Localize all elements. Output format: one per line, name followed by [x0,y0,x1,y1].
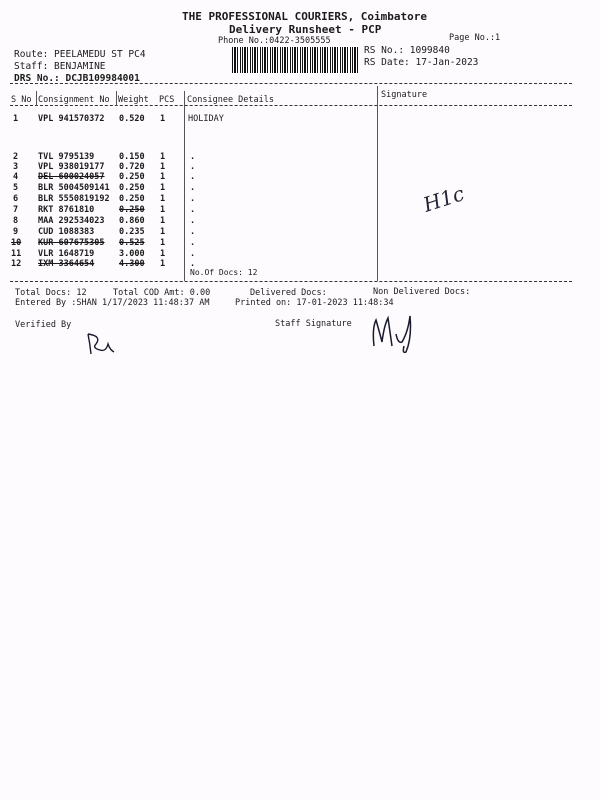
col-divider [116,91,117,106]
row-sno: 11 [11,249,22,259]
row-details: HOLIDAY [188,114,224,124]
row-sno: 2 [13,152,19,162]
col-header-sno: S No [11,95,32,105]
row-consignment: CUD 1088383 [38,227,95,237]
row-details: . [190,172,196,182]
row-details: . [190,194,196,204]
row-weight: 0.525 [119,238,145,248]
row-consignment: TVL 9795139 [38,152,95,162]
row-sno: 12 [11,259,22,269]
row-consignment: VPL 938019177 [38,162,105,172]
table-row [0,194,600,205]
row-sno: 6 [13,194,19,204]
table-header-rule [10,105,572,106]
row-weight: 0.250 [119,183,145,193]
row-consignment: MAA 292534023 [38,216,105,226]
row-sno: 5 [13,183,19,193]
company-name: THE PROFESSIONAL COURIERS, Coimbatore [182,10,428,23]
row-sno: 7 [13,205,19,215]
col-header-pcs: PCS [159,95,175,105]
table-row [0,205,600,216]
row-sno: 8 [13,216,19,226]
row-weight: 0.720 [119,162,145,172]
row-consignment: BLR 5550819192 [38,194,110,204]
row-details: . [190,205,196,215]
document-title: Delivery Runsheet - PCP [229,23,382,36]
row-pcs: 1 [160,259,166,269]
total-docs: Total Docs: 12 [15,288,87,298]
row-pcs: 1 [160,152,166,162]
row-consignment: VLR 1648719 [38,249,95,259]
page-number: Page No.:1 [449,33,501,43]
handwritten-margin-note: H1c [420,181,468,217]
rs-date: RS Date: 17-Jan-2023 [364,57,479,68]
col-header-consignment: Consignment No [38,95,110,105]
row-pcs: 1 [160,194,166,204]
rs-number: RS No.: 1099840 [364,45,450,56]
col-header-consignee: Consignee Details [187,95,274,105]
row-pcs: 1 [160,172,166,182]
row-consignment: DEL 600024057 [38,172,105,182]
non-delivered-docs: Non Delivered Docs: [373,287,471,297]
table-top-rule [10,83,572,84]
col-header-signature: Signature [381,90,428,100]
row-sno: 1 [13,114,19,124]
row-details: . [190,183,196,193]
table-row [0,259,600,270]
row-pcs: 1 [160,238,166,248]
row-weight: 0.860 [119,216,145,226]
row-details: . [190,216,196,226]
table-row [0,114,600,125]
table-bottom-rule [10,281,572,282]
row-consignment: VPL 941570372 [38,114,105,124]
row-weight: 3.000 [119,249,145,259]
row-weight: 0.520 [119,114,145,124]
row-pcs: 1 [160,114,166,124]
drs-number: DRS No.: DCJB109984001 [14,73,140,84]
row-weight: 0.150 [119,152,145,162]
row-details: . [190,238,196,248]
row-sno: 4 [13,172,19,182]
row-weight: 0.250 [119,205,145,215]
row-consignment: KUR 607675305 [38,238,105,248]
row-sno: 3 [13,162,19,172]
table-row [0,216,600,227]
verified-by-label: Verified By [15,320,72,330]
row-pcs: 1 [160,216,166,226]
col-divider [36,91,37,106]
row-weight: 4.300 [119,259,145,269]
row-weight: 0.250 [119,172,145,182]
row-pcs: 1 [160,227,166,237]
row-consignment: BLR 5004509141 [38,183,110,193]
verifier-signature [84,330,124,360]
row-details: . [190,227,196,237]
col-header-weight: Weight [118,95,149,105]
row-details: . [190,152,196,162]
table-row [0,172,600,183]
table-row [0,238,600,249]
staff-label: Staff: BENJAMINE [14,61,106,72]
total-cod-amount: Total COD Amt: 0.00 [113,288,211,298]
row-pcs: 1 [160,205,166,215]
row-details: . [190,259,196,269]
row-details: . [190,249,196,259]
row-consignment: IXM 3364654 [38,259,95,269]
row-pcs: 1 [160,249,166,259]
staff-signature-label: Staff Signature [275,319,352,329]
entered-by: Entered By :SHAN 1/17/2023 11:48:37 AM [15,298,210,308]
row-sno: 9 [13,227,19,237]
delivered-docs: Delivered Docs: [250,288,327,298]
row-sno: 10 [11,238,22,248]
row-pcs: 1 [160,183,166,193]
table-row [0,227,600,238]
no-of-docs: No.Of Docs: 12 [190,268,258,277]
table-row [0,183,600,194]
barcode [232,47,358,73]
route-label: Route: PEELAMEDU ST PC4 [14,49,146,60]
row-weight: 0.250 [119,194,145,204]
printed-on: Printed on: 17-01-2023 11:48:34 [235,298,394,308]
staff-signature [368,312,424,356]
row-weight: 0.235 [119,227,145,237]
phone-number: Phone No.:0422-3505555 [218,36,331,46]
row-consignment: RKT 8761810 [38,205,95,215]
row-pcs: 1 [160,162,166,172]
row-details: . [190,162,196,172]
